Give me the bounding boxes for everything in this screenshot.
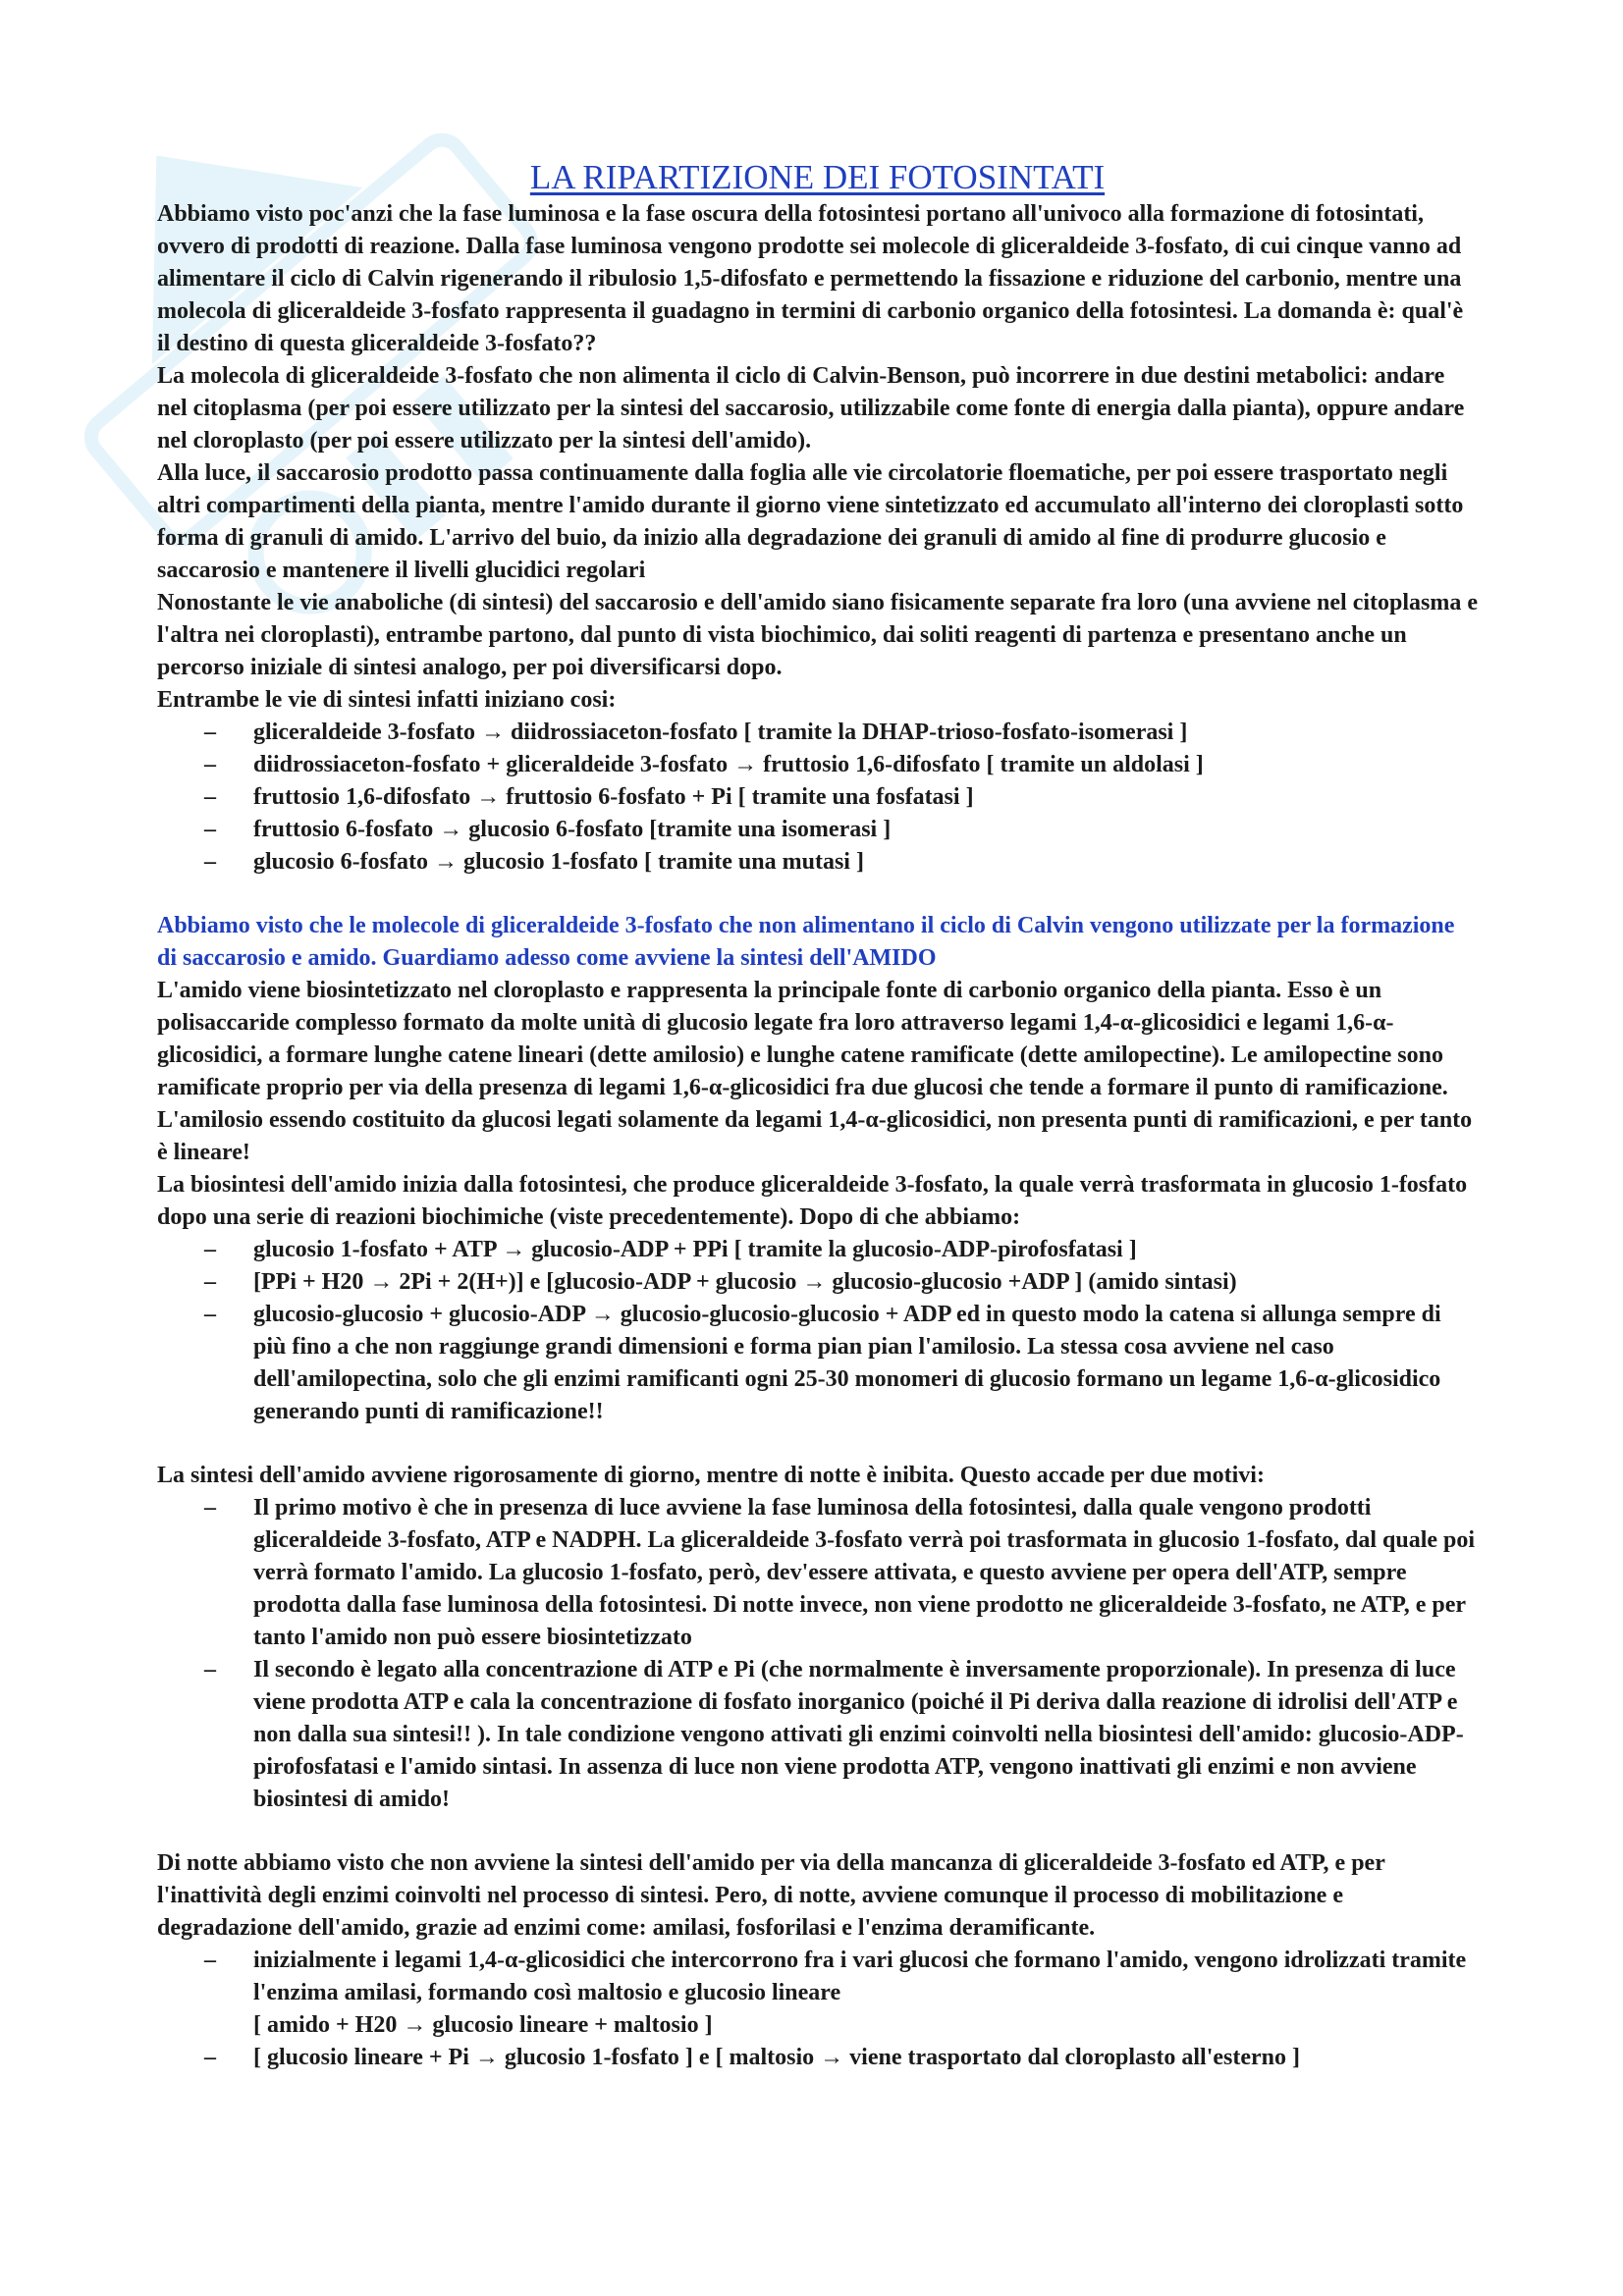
degradazione-list — [157, 1945, 1478, 2074]
list-item: – glucosio 1-fosfato + ATP → glucosio-ADP + PPi [ tramite la glucosio-ADP-pirofosfatasi ] — [253, 1234, 1478, 1266]
biosintesi-paragraph: La biosintesi dell'amido inizia dalla fotosintesi, che produce gliceraldeide 3-fosfato, la quale verrà trasformata in glucosio 1-fosfato dopo una serie di reazioni biochimiche (viste precedentemente). Dopo di che abbiamo: — [157, 1172, 1468, 1230]
destini-paragraph: La molecola di gliceraldeide 3-fosfato che non alimenta il ciclo di Calvin-Benson, può incorrere in due destini metabolici: andare nel citoplasma (per poi essere utilizzato per la sintesi del saccarosio, utilizzabile come fonte di energia dalla pianta), oppure andare nel cloroplasto (per poi essere utilizzato per la sintesi dell'amido). — [157, 363, 1465, 454]
notte-paragraph: Di notte abbiamo visto che non avviene la sintesi dell'amido per via della mancanza di gliceraldeide 3-fosfato ed ATP, e per l'inattività degli enzimi coinvolti nel processo di sintesi. Pero, di notte, avviene comunque il processo di mobilitazione e degradazione dell'amido, grazie ad enzimi come: amilasi, fosforilasi e l'enzima deramificante. — [157, 1850, 1385, 1941]
list-item: – fruttosio 6-fosfato → glucosio 6-fosfato [tramite una isomerasi ] — [253, 814, 1478, 846]
giorno-paragraph: La sintesi dell'amido avviene rigorosamente di giorno, mentre di notte è inibita. Questo accade per due motivi: — [157, 1463, 1265, 1488]
page-title: LA RIPARTIZIONE DEI FOTOSINTATI — [529, 158, 1106, 196]
list-item: – glucosio 6-fosfato → glucosio 1-fosfato [ tramite una mutasi ] — [253, 846, 1478, 879]
reactions-list-1 — [157, 717, 1478, 879]
list-item: – glucosio-glucosio + glucosio-ADP → glucosio-glucosio-glucosio + ADP ed in questo modo la catena si allunga sempre di più fino a che non raggiunge grandi dimensioni e forma pian pian l'amilosio. La stessa cosa avviene nel caso dell'amilopectina, solo che gli enzimi ramificanti ogni 25-30 monomeri di glucosio formano un legame 1,6-α-glicosidico generando punti di ramificazione!! — [253, 1299, 1478, 1428]
list-item: – fruttosio 1,6-difosfato → fruttosio 6-fosfato + Pi [ tramite una fosfatasi ] — [253, 781, 1478, 814]
luce-paragraph: Alla luce, il saccarosio prodotto passa continuamente dalla foglia alle vie circolatorie floematiche, per poi essere trasportato negli altri compartimenti della pianta, mentre l'amido durante il giorno viene sintetizzato ed accumulato all'interno dei cloroplasti sotto forma di granuli di amido. L'arrivo del buio, da inizio alla degradazione dei granuli di amido al fine di produrre glucosio e saccarosio e mantenere il livelli glucidici regolari — [157, 460, 1464, 583]
list-item: – diidrossiaceton-fosfato + gliceraldeide 3-fosfato → fruttosio 1,6-difosfato [ tramite un aldolasi ] — [253, 749, 1478, 781]
reaction-line: [ amido + H20 → glucosio lineare + maltosio ] — [253, 2012, 713, 2038]
list-item: – gliceraldeide 3-fosfato → diidrossiaceton-fosfato [ tramite la DHAP-trioso-fosfato-isomerasi ] — [253, 717, 1478, 749]
list-item: – Il secondo è legato alla concentrazione di ATP e Pi (che normalmente è inversamente proporzionale). In presenza di luce viene prodotta ATP e cala la concentrazione di fosfato inorganico (poiché il Pi deriva dalla reazione di idrolisi dell'ATP e non dalla sua sintesi!! ). In tale condizione vengono attivati gli enzimi coinvolti nella biosintesi dell'amido: glucosio-ADP-pirofosfatasi e l'amido sintasi. In assenza di luce non viene prodotta ATP, vengono inattivati gli enzimi e non avviene biosintesi di amido! — [253, 1654, 1478, 1816]
amido-section-intro: Abbiamo visto che le molecole di gliceraldeide 3-fosfato che non alimentano il ciclo di Calvin vengono utilizzate per la formazione di saccarosio e amido. Guardiamo adesso come avviene la sintesi dell'AMIDO — [157, 913, 1455, 971]
intro-paragraph: Abbiamo visto poc'anzi che la fase luminosa e la fase oscura della fotosintesi portano all'univoco alla formazione di fotosintati, ovvero di prodotti di reazione. Dalla fase luminosa vengono prodotte sei molecole di gliceraldeide 3-fosfato, di cui cinque vanno ad alimentare il ciclo di Calvin rigenerando il ribulosio 1,5-difosfato e permettendo la fissazione e riduzione del carbonio, mentre una molecola di gliceraldeide 3-fosfato rappresenta il guadagno in termini di carbonio organico della fotosintesi. La domanda è: qual'è il destino di questa gliceraldeide 3-fosfato?? — [157, 201, 1464, 356]
list-item-text: inizialmente i legami 1,4-α-glicosidici che intercorrono fra i vari glucosi che formano l'amido, vengono idrolizzati tramite l'enzima amilasi, formando così maltosio e glucosio lineare — [253, 1948, 1467, 2005]
entrambe-line: Entrambe le vie di sintesi infatti iniziano cosi: — [157, 687, 617, 713]
list-item: – [ glucosio lineare + Pi → glucosio 1-fosfato ] e [ maltosio → viene trasportato dal cloroplasto all'esterno ] — [253, 2042, 1478, 2074]
reactions-list-2 — [157, 1234, 1478, 1428]
motivi-list — [157, 1492, 1478, 1816]
amido-paragraph: L'amido viene biosintetizzato nel cloroplasto e rappresenta la principale fonte di carbonio organico della pianta. Esso è un polisaccaride complesso formato da molte unità di glucosio legate fra loro attraverso legami 1,4-α-glicosidici e legami 1,6-α-glicosidici, a formare lunghe catene lineari (dette amilosio) e lunghe catene ramificate (dette amilopectine). Le amilopectine sono ramificate proprio per via della presenza di legami 1,6-α-glicosidici fra due glucosi che tende a formare il punto di ramificazione. L'amilosio essendo costituito da glucosi legati solamente da legami 1,4-α-glicosidici, non presenta punti di ramificazioni, e per tanto è lineare! — [157, 978, 1473, 1165]
list-item — [253, 1945, 1478, 2042]
list-item: – Il primo motivo è che in presenza di luce avviene la fase luminosa della fotosintesi, dalla quale vengono prodotti gliceraldeide 3-fosfato, ATP e NADPH. La gliceraldeide 3-fosfato verrà poi trasformata in glucosio 1-fosfato, dal quale poi verrà formato l'amido. La glucosio 1-fosfato, però, dev'essere attivata, e questo avviene per opera dell'ATP, sempre prodotta dalla fase luminosa della fotosintesi. Di notte invece, non viene prodotto ne gliceraldeide 3-fosfato, ne ATP, e per tanto l'amido non può essere biosintetizzato — [253, 1492, 1478, 1654]
vie-paragraph: Nonostante le vie anaboliche (di sintesi) del saccarosio e dell'amido siano fisicamente separate fra loro (una avviene nel citoplasma e l'altra nei cloroplasti), entrambe partono, dal punto di vista biochimico, dai soliti reagenti di partenza e presentano anche un percorso iniziale di sintesi analogo, per poi diversificarsi dopo. — [157, 590, 1479, 680]
list-item: – [PPi + H20 → 2Pi + 2(H+)] e [glucosio-ADP + glucosio → glucosio-glucosio +ADP ] (amido sintasi) — [253, 1266, 1478, 1299]
document-page — [157, 157, 1478, 2074]
